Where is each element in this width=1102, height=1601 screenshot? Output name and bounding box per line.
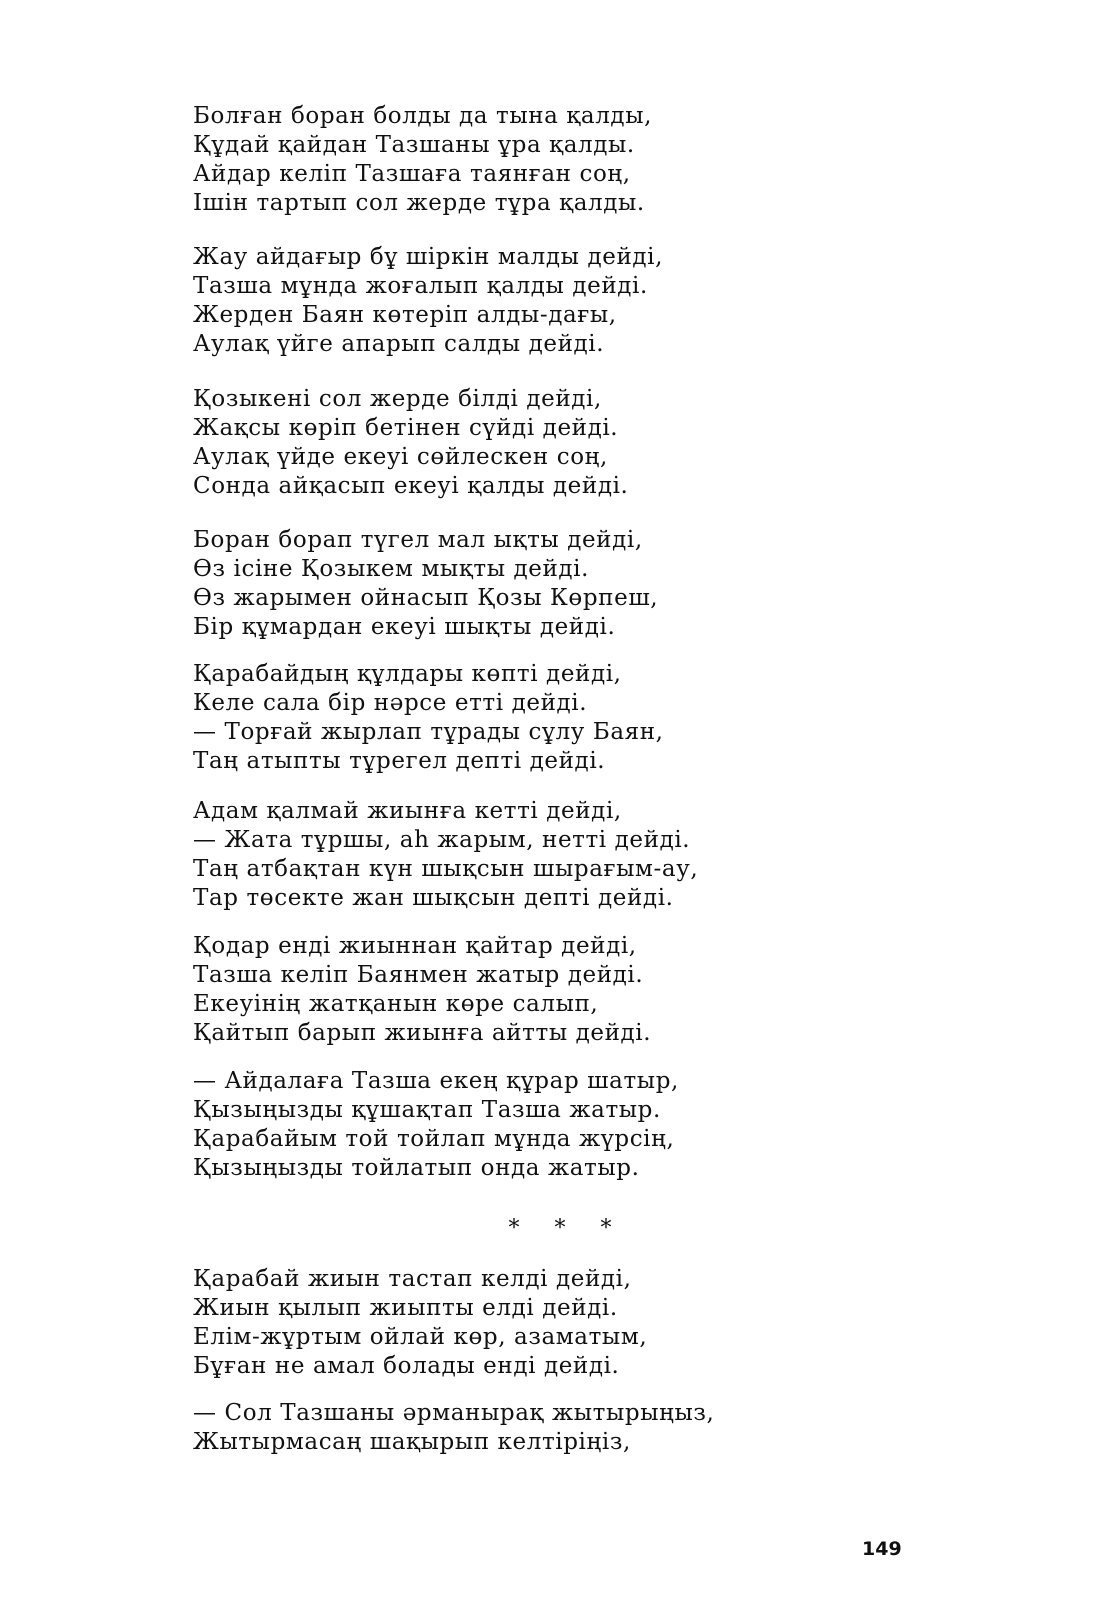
verse-line: Ішін тартып сол жерде тұра қалды. xyxy=(193,190,645,216)
verse-line: Өз жарымен ойнасып Қозы Көрпеш, xyxy=(193,585,659,611)
verse-line: Сонда айқасып екеуі қалды дейді. xyxy=(193,473,629,499)
verse-line: — Жата тұршы, аһ жарым, нетті дейді. xyxy=(193,827,691,853)
verse-line: Бір құмардан екеуі шықты дейді. xyxy=(193,614,616,640)
stanza xyxy=(193,1399,714,1457)
verse-line: Таң атбақтан күн шықсын шырағым-ау, xyxy=(193,856,699,882)
stanza xyxy=(193,932,651,1048)
verse-line: Қызыңызды тойлатып онда жатыр. xyxy=(193,1155,640,1181)
verse-line: Қарабай жиын тастап келді дейді, xyxy=(193,1266,632,1292)
stanza xyxy=(193,102,652,218)
verse-line: Екеуінің жатқанын көре салып, xyxy=(193,991,599,1017)
verse-line: Жытырмасаң шақырып келтіріңіз, xyxy=(193,1429,631,1455)
verse-line: Жерден Баян көтеріп алды-дағы, xyxy=(193,302,617,328)
stanza xyxy=(193,797,698,913)
verse-line: Аулақ үйге апарып салды дейді. xyxy=(193,331,605,357)
stanza xyxy=(193,385,628,501)
verse-line: Қайтып барып жиынға айтты дейді. xyxy=(193,1020,652,1046)
verse-line: Адам қалмай жиынға кетті дейді, xyxy=(193,798,622,824)
verse-line: Қодар енді жиыннан қайтар дейді, xyxy=(193,933,637,959)
verse-line: Елім-жұртым ойлай көр, азаматым, xyxy=(193,1324,648,1350)
verse-line: Келе сала бір нәрсе етті дейді. xyxy=(193,690,588,716)
verse-line: Таң атыпты тұрегел депті дейді. xyxy=(193,748,606,774)
verse-line: Жақсы көріп бетінен сүйді дейді. xyxy=(193,415,619,441)
verse-line: — Айдалаға Тазша екең құрар шатыр, xyxy=(193,1068,679,1094)
verse-line: Қарабайдың құлдары көпті дейді, xyxy=(193,661,622,687)
verse-line: Қызыңызды құшақтап Тазша жатыр. xyxy=(193,1097,661,1123)
verse-line: Айдар келіп Тазшаға таянған соң, xyxy=(193,161,631,187)
verse-line: Болған боран болды да тына қалды, xyxy=(193,103,653,129)
verse-line: Аулақ үйде екеуі сөйлескен соң, xyxy=(193,444,608,470)
page-number: 149 xyxy=(862,1538,902,1560)
verse-line: Құдай қайдан Тазшаны ұра қалды. xyxy=(193,132,635,158)
verse-line: Қарабайым той тойлап мұнда жүрсің, xyxy=(193,1126,675,1152)
verse-line: Қозыкені сол жерде білді дейді, xyxy=(193,386,602,412)
verse-line: Бұған не амал болады енді дейді. xyxy=(193,1353,620,1379)
verse-line: Боран борап түгел мал ықты дейді, xyxy=(193,527,643,553)
verse-line: — Торғай жырлап тұрады сұлу Баян, xyxy=(193,719,664,745)
verse-line: Жау айдағыр бұ шіркін малды дейді, xyxy=(193,244,664,270)
verse-line: Тазша келіп Баянмен жатыр дейді. xyxy=(193,962,644,988)
stanza xyxy=(193,1265,647,1381)
verse-line: Тазша мұнда жоғалып қалды дейді. xyxy=(193,273,648,299)
stanza xyxy=(193,1067,679,1183)
verse-line: Тар төсекте жан шықсын депті дейді. xyxy=(193,885,674,911)
stanza xyxy=(193,660,664,776)
stanza xyxy=(193,243,663,359)
section-separator: * * * xyxy=(508,1216,626,1241)
verse-line: — Сол Тазшаны әрманырақ жытырыңыз, xyxy=(193,1400,715,1426)
verse-line: Жиын қылып жиыпты елді дейді. xyxy=(193,1295,618,1321)
stanza xyxy=(193,526,658,642)
verse-line: Өз ісіне Қозыкем мықты дейді. xyxy=(193,556,590,582)
